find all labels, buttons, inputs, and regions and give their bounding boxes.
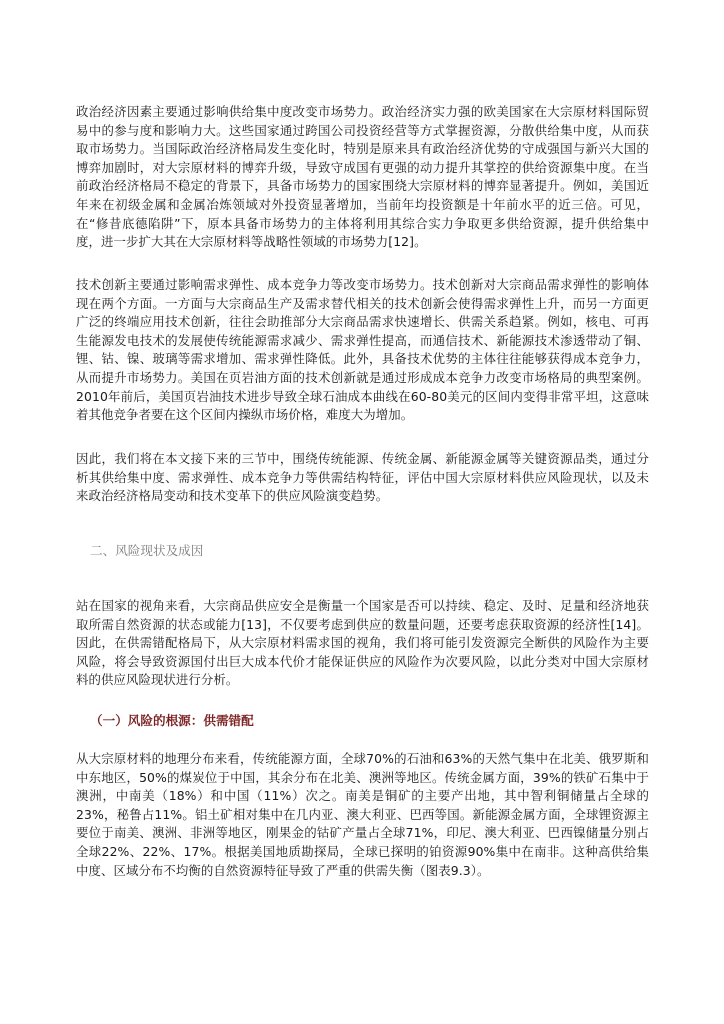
paragraph-supply-security: 站在国家的视角来看，大宗商品供应安全是衡量一个国家是否可以持续、稳定、及时、足量和经济地获取所需自然资源的状态或能力[13]，不仅要考虑到供应的数量问题，还要考虑获取资源的经济性[14]。因此，在供需错配格局下，从大宗原材料需求国的视角，我们将可能引发资源完全断供的风险作为主要风险，将会导致资源国付出巨大成本代价才能保证供应的风险作为次要风险，以此分类对中国大宗原材料的供应风险现状进行分析。 (76, 598, 649, 688)
paragraph-section-overview: 因此，我们将在本文接下来的三节中，围绕传统能源、传统金属、新能源金属等关键资源品类，通过分析其供给集中度、需求弹性、成本竞争力等供需结构特征，评估中国大宗原材料供应风险现状，以及未来政治经济格局变动和技术变革下的供应风险演变趋势。 (76, 451, 649, 504)
paragraph-geographic-distribution: 从大宗原材料的地理分布来看，传统能源方面，全球70%的石油和63%的天然气集中在北美、俄罗斯和中东地区，50%的煤炭位于中国，其余分布在北美、澳洲等地区。传统金属方面，39%的铁矿石集中于澳洲，中南美（18%）和中国（11%）次之。南美是铜矿的主要产出地，其中智利铜储量占全球的23%，秘鲁占11%。铝土矿相对集中在几内亚、澳大利亚、巴西等国。新能源金属方面，全球锂资源主要位于南美、澳洲、非洲等地区，刚果金的钴矿产量占全球71%，印尼、澳大利亚、巴西镍储量分别占全球22%、22%、17%。根据美国地质勘探局，全球已探明的铂资源90%集中在南非。这种高供给集中度、区域分布不均衡的自然资源特征导致了严重的供需失衡（图表9.3）。 (76, 751, 649, 878)
subsection-heading-risk-root: （一）风险的根源：供需错配 (90, 713, 254, 728)
section-heading-risk-status: 二、风险现状及成因 (90, 543, 204, 558)
paragraph-political-economy: 政治经济因素主要通过影响供给集中度改变市场势力。政治经济实力强的欧美国家在大宗原材料国际贸易中的参与度和影响力大。这些国家通过跨国公司投资经营等方式掌握资源，分散供给集中度，从而获取市场势力。当国际政治经济格局发生变化时，特别是原来具有政治经济优势的守成强国与新兴大国的博弈加剧时，对大宗原材料的博弈升级，导致守成国有更强的动力提升其掌控的供给资源集中度。在当前政治经济格局不稳定的背景下，具备市场势力的国家围绕大宗原材料的博弈显著提升。例如，美国近年来在初级金属和金属冶炼领域对外投资显著增加，当前年均投资额是十年前水平的近三倍。可见，在“修昔底德陷阱”下，原本具备市场势力的主体将利用其综合实力争取更多供给资源，提升供给集中度，进一步扩大其在大宗原材料等战略性领域的市场势力[12]。 (76, 104, 649, 250)
paragraph-technology-innovation: 技术创新主要通过影响需求弹性、成本竞争力等改变市场势力。技术创新对大宗商品需求弹性的影响体现在两个方面。一方面与大宗商品生产及需求替代相关的技术创新会使得需求弹性上升，而另一方面更广泛的终端应用技术创新，往往会助推部分大宗商品需求快速增长、供需关系趋紧。例如，核电、可再生能源发电技术的发展使传统能源需求减少、需求弹性提高，而通信技术、新能源技术渗透带动了铜、锂、钴、镍、玻璃等需求增加、需求弹性降低。此外，具备技术优势的主体往往能够获得成本竞争力，从而提升市场势力。美国在页岩油方面的技术创新就是通过形成成本竞争力改变市场格局的典型案例。2010年前后，美国页岩油技术进步导致全球石油成本曲线在60-80美元的区间内变得非常平坦，这意味着其他竞争者要在这个区间内操纵市场价格，难度大为增加。 (76, 277, 649, 423)
